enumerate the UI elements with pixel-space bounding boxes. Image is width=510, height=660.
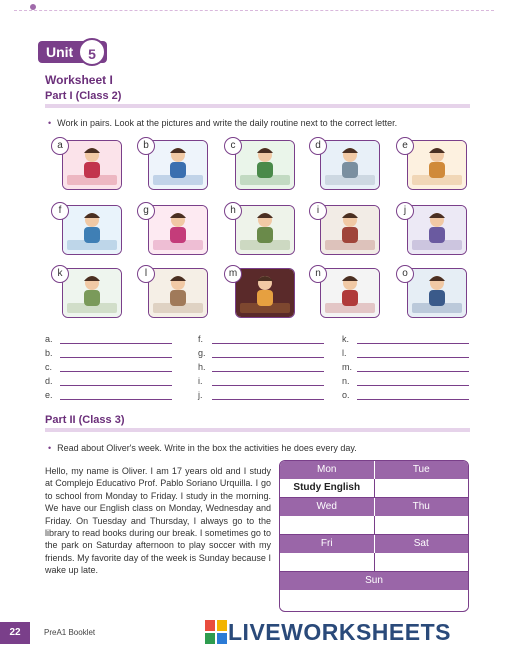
family-dinner-icon	[63, 269, 121, 317]
watching-tv-icon	[321, 206, 379, 254]
schedule-fri-header: Fri	[280, 535, 375, 553]
answer-label-n: n.	[342, 376, 350, 386]
schedule-tue-input[interactable]	[375, 479, 469, 497]
weekly-schedule	[279, 460, 469, 612]
answer-label-k: k.	[342, 334, 350, 344]
schedule-mon-input[interactable]: Study English	[280, 479, 375, 497]
picture-letter-a: a	[51, 137, 69, 155]
schedule-sat-header: Sat	[375, 535, 469, 553]
booklet-name: PreA1 Booklet	[44, 628, 96, 637]
using-computer-icon	[408, 269, 466, 317]
answer-line-j[interactable]	[212, 399, 324, 400]
cleaning-icon	[236, 206, 294, 254]
walking-to-school-picture	[148, 140, 208, 190]
playing-soccer-picture	[320, 268, 380, 318]
showering-icon	[321, 141, 379, 189]
family-dinner-picture	[62, 268, 122, 318]
picture-letter-j: j	[396, 202, 414, 220]
waking-up-icon	[236, 141, 294, 189]
brushing-teeth-icon	[63, 206, 121, 254]
schedule-tue-header: Tue	[375, 461, 469, 479]
picture-letter-c: c	[224, 137, 242, 155]
getting-dressed-picture	[148, 268, 208, 318]
schedule-thu-header: Thu	[375, 498, 469, 516]
picture-letter-h: h	[224, 202, 242, 220]
part1-divider	[45, 104, 470, 108]
part2-divider	[45, 428, 470, 432]
answer-line-i[interactable]	[212, 385, 324, 386]
answer-label-a: a.	[45, 334, 53, 344]
picture-letter-i: i	[309, 202, 327, 220]
answer-label-i: i.	[198, 376, 203, 386]
answer-line-m[interactable]	[357, 371, 469, 372]
answer-line-h[interactable]	[212, 371, 324, 372]
answer-label-l: l.	[342, 348, 347, 358]
schedule-wed-input[interactable]	[280, 516, 375, 534]
waking-up-picture	[235, 140, 295, 190]
schedule-sun-header: Sun	[280, 572, 468, 590]
answer-label-f: f.	[198, 334, 204, 344]
top-dashed-line	[14, 10, 494, 11]
showering-picture	[320, 140, 380, 190]
answer-line-d[interactable]	[60, 385, 172, 386]
answer-line-c[interactable]	[60, 371, 172, 372]
answer-line-l[interactable]	[357, 357, 469, 358]
picture-letter-d: d	[309, 137, 327, 155]
answer-line-o[interactable]	[357, 399, 469, 400]
doing-homework-icon	[149, 206, 207, 254]
part1-title: Part I (Class 2)	[45, 90, 122, 102]
picture-letter-k: k	[51, 265, 69, 283]
friends-party-picture	[235, 268, 295, 318]
walking-to-school-icon	[149, 141, 207, 189]
answer-line-n[interactable]	[357, 385, 469, 386]
schedule-thu-input[interactable]	[375, 516, 469, 534]
schedule-wed-header: Wed	[280, 498, 375, 516]
answer-line-b[interactable]	[60, 357, 172, 358]
using-computer-picture	[407, 268, 467, 318]
answer-line-f[interactable]	[212, 343, 324, 344]
doing-homework-picture	[148, 205, 208, 255]
part1-instruction: • Work in pairs. Look at the pictures and write the daily routine next to the correct letter.	[48, 118, 398, 128]
picture-letter-e: e	[396, 137, 414, 155]
answer-label-e: e.	[45, 390, 53, 400]
answer-line-k[interactable]	[357, 343, 469, 344]
answer-line-g[interactable]	[212, 357, 324, 358]
schedule-mon-header: Mon	[280, 461, 375, 479]
schedule-fri-input[interactable]	[280, 553, 375, 571]
liveworksheets-brand: LIVEWORKSHEETS	[228, 619, 451, 645]
top-marker-dot	[30, 4, 36, 10]
cleaning-picture	[235, 205, 295, 255]
answer-line-a[interactable]	[60, 343, 172, 344]
answer-label-b: b.	[45, 348, 53, 358]
friends-party-icon	[236, 269, 294, 317]
answer-label-j: j.	[198, 390, 203, 400]
liveworksheets-logo-icon	[205, 620, 227, 644]
oliver-paragraph: Hello, my name is Oliver. I am 17 years old and I study at Complejo Educativo Prof. Pablo Soriano Urquilla. I go to school from Monday to Friday. I study in the morning. We have our English class on Monday, Wednesday and Friday. On Tuesday and Thursday, I always go to the library to read books during our break. I sometimes go to the park on Saturday afternoon to play soccer with my friends. My favorite day of the week is Sunday because I wake up late.	[45, 466, 271, 576]
eating-icon	[63, 141, 121, 189]
answer-label-m: m.	[342, 362, 352, 372]
brushing-teeth-picture	[62, 205, 122, 255]
eating-picture	[62, 140, 122, 190]
playing-soccer-icon	[321, 269, 379, 317]
page-number: 22	[0, 622, 30, 644]
picture-letter-m: m	[224, 265, 242, 283]
picture-letter-f: f	[51, 202, 69, 220]
unit-label: Unit	[38, 41, 107, 63]
part2-instruction: • Read about Oliver's week. Write in the box the activities he does every day.	[48, 443, 357, 453]
picture-letter-l: l	[137, 265, 155, 283]
worksheet-title: Worksheet I	[45, 73, 113, 87]
picture-letter-n: n	[309, 265, 327, 283]
picture-letter-b: b	[137, 137, 155, 155]
reading-in-bed-icon	[408, 206, 466, 254]
answer-label-c: c.	[45, 362, 53, 372]
unit-number: 5	[78, 38, 106, 66]
answer-label-h: h.	[198, 362, 206, 372]
answer-label-d: d.	[45, 376, 53, 386]
stretching-in-bed-picture	[407, 140, 467, 190]
answer-label-o: o.	[342, 390, 350, 400]
schedule-sat-input[interactable]	[375, 553, 469, 571]
schedule-sun-input[interactable]	[280, 590, 468, 608]
picture-letter-g: g	[137, 202, 155, 220]
answer-label-g: g.	[198, 348, 206, 358]
reading-in-bed-picture	[407, 205, 467, 255]
answer-line-e[interactable]	[60, 399, 172, 400]
watching-tv-picture	[320, 205, 380, 255]
picture-letter-o: o	[396, 265, 414, 283]
getting-dressed-icon	[149, 269, 207, 317]
part2-title: Part II (Class 3)	[45, 414, 125, 426]
stretching-in-bed-icon	[408, 141, 466, 189]
